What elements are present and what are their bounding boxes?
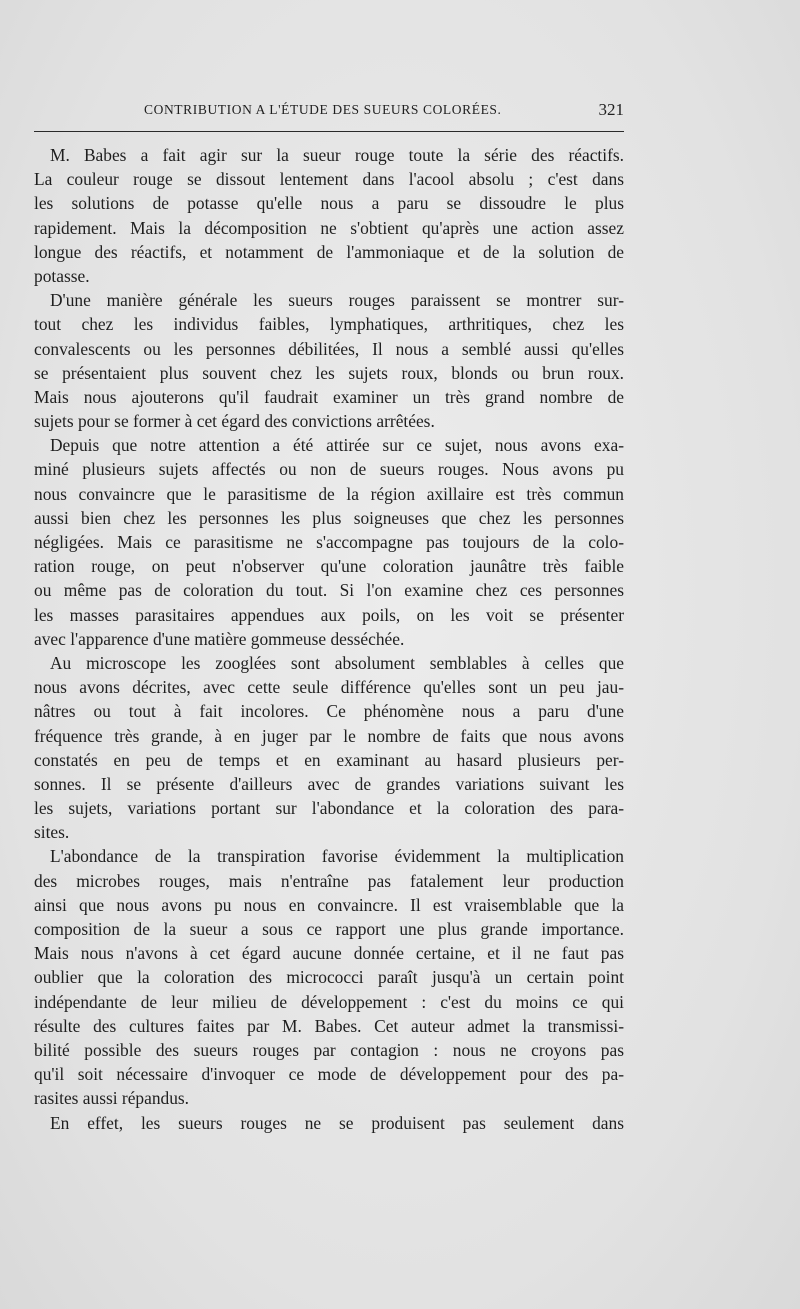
text-line: L'abondance de la transpiration favorise évidemment la multiplication — [50, 846, 624, 867]
running-title: CONTRIBUTION A L'ÉTUDE DES SUEURS COLORÉES. — [144, 102, 502, 117]
text-line: aussi bien chez les personnes les plus soigneuses que chez les personnes — [34, 507, 624, 528]
text-line: nous avons décrites, avec cette seule différence qu'elles sont un peu jau- — [34, 677, 624, 698]
text-line: Au microscope les zooglées sont absolument semblables à celles que — [50, 652, 624, 673]
text-line: des microbes rouges, mais n'entraîne pas fatalement leur production — [34, 870, 624, 891]
running-header — [34, 98, 624, 122]
text-line: rapidement. Mais la décomposition ne s'obtient qu'après une action assez — [34, 217, 624, 238]
text-line: se présentaient plus souvent chez les sujets roux, blonds ou brun roux. — [34, 362, 624, 383]
text-line: avec l'apparence d'une matière gommeuse desséchée. — [34, 628, 405, 649]
text-line: La couleur rouge se dissout lentement dans l'acool absolu ; c'est dans — [34, 169, 624, 190]
text-line: négligées. Mais ce parasitisme ne s'accompagne pas toujours de la colo- — [34, 532, 624, 552]
text-line: constatés en peu de temps et en examinant au hasard plusieurs per- — [34, 749, 624, 770]
header-rule — [34, 131, 624, 132]
text-line: potasse. — [34, 265, 90, 286]
body-text — [34, 143, 624, 1135]
text-line: miné plusieurs sujets affectés ou non de sueurs rouges. Nous avons pu — [34, 459, 624, 480]
text-line: les masses parasitaires appendues aux poils, on les voit se présenter — [34, 604, 624, 625]
text-line: Depuis que notre attention a été attirée sur ce sujet, nous avons exa- — [50, 435, 624, 456]
text-line: ou même pas de coloration du tout. Si l'on examine chez ces personnes — [34, 580, 624, 601]
text-line: Mais nous ajouterons qu'il faudrait examiner un très grand nombre de — [34, 386, 624, 407]
text-line: qu'il soit nécessaire d'invoquer ce mode de développement pour des pa- — [34, 1064, 624, 1085]
text-line: convalescents ou les personnes débilitées, Il nous a semblé aussi qu'elles — [34, 338, 624, 359]
text-line: nâtres ou tout à fait incolores. Ce phénomène nous a paru d'une — [34, 701, 624, 722]
text-line: D'une manière générale les sueurs rouges paraissent se montrer sur- — [50, 290, 624, 311]
text-line: fréquence très grande, à en juger par le nombre de faits que nous avons — [34, 725, 624, 746]
text-line: En effet, les sueurs rouges ne se produisent pas seulement dans — [50, 1112, 624, 1133]
text-line: sites. — [34, 822, 70, 843]
page-number: 321 — [598, 100, 624, 119]
text-line: nous convaincre que le parasitisme de la région axillaire est très commun — [34, 483, 624, 504]
text-line: ration rouge, on peut n'observer qu'une coloration jaunâtre très faible — [34, 556, 624, 577]
text-line: longue des réactifs, et notamment de l'ammoniaque et de la solution de — [34, 241, 624, 262]
text-line: ainsi que nous avons pu nous en convaincre. Il est vraisemblable que la — [34, 894, 624, 915]
text-line: rasites aussi répandus. — [34, 1088, 190, 1109]
text-line: bilité possible des sueurs rouges par contagion : nous ne croyons pas — [34, 1039, 624, 1060]
text-line: les solutions de potasse qu'elle nous a paru se dissoudre le plus — [34, 193, 624, 214]
text-line: Mais nous n'avons à cet égard aucune donnée certaine, et il ne faut pas — [34, 943, 624, 964]
text-line: oublier que la coloration des micrococci paraît jusqu'à un certain point — [34, 967, 624, 988]
text-line: tout chez les individus faibles, lymphatiques, arthritiques, chez les — [34, 314, 624, 335]
text-line: indépendante de leur milieu de développement : c'est du moins ce qui — [34, 991, 624, 1012]
text-line: M. Babes a fait agir sur la sueur rouge toute la série des réactifs. — [50, 145, 624, 165]
text-line: composition de la sueur a sous ce rapport une plus grande importance. — [34, 919, 624, 939]
text-line: sujets pour se former à cet égard des convictions arrêtées. — [34, 411, 435, 432]
text-line: sonnes. Il se présente d'ailleurs avec de grandes variations suivant les — [34, 773, 624, 794]
text-line: les sujets, variations portant sur l'abondance et la coloration des para- — [34, 798, 624, 819]
text-line: résulte des cultures faites par M. Babes. Cet auteur admet la transmissi- — [34, 1015, 624, 1036]
